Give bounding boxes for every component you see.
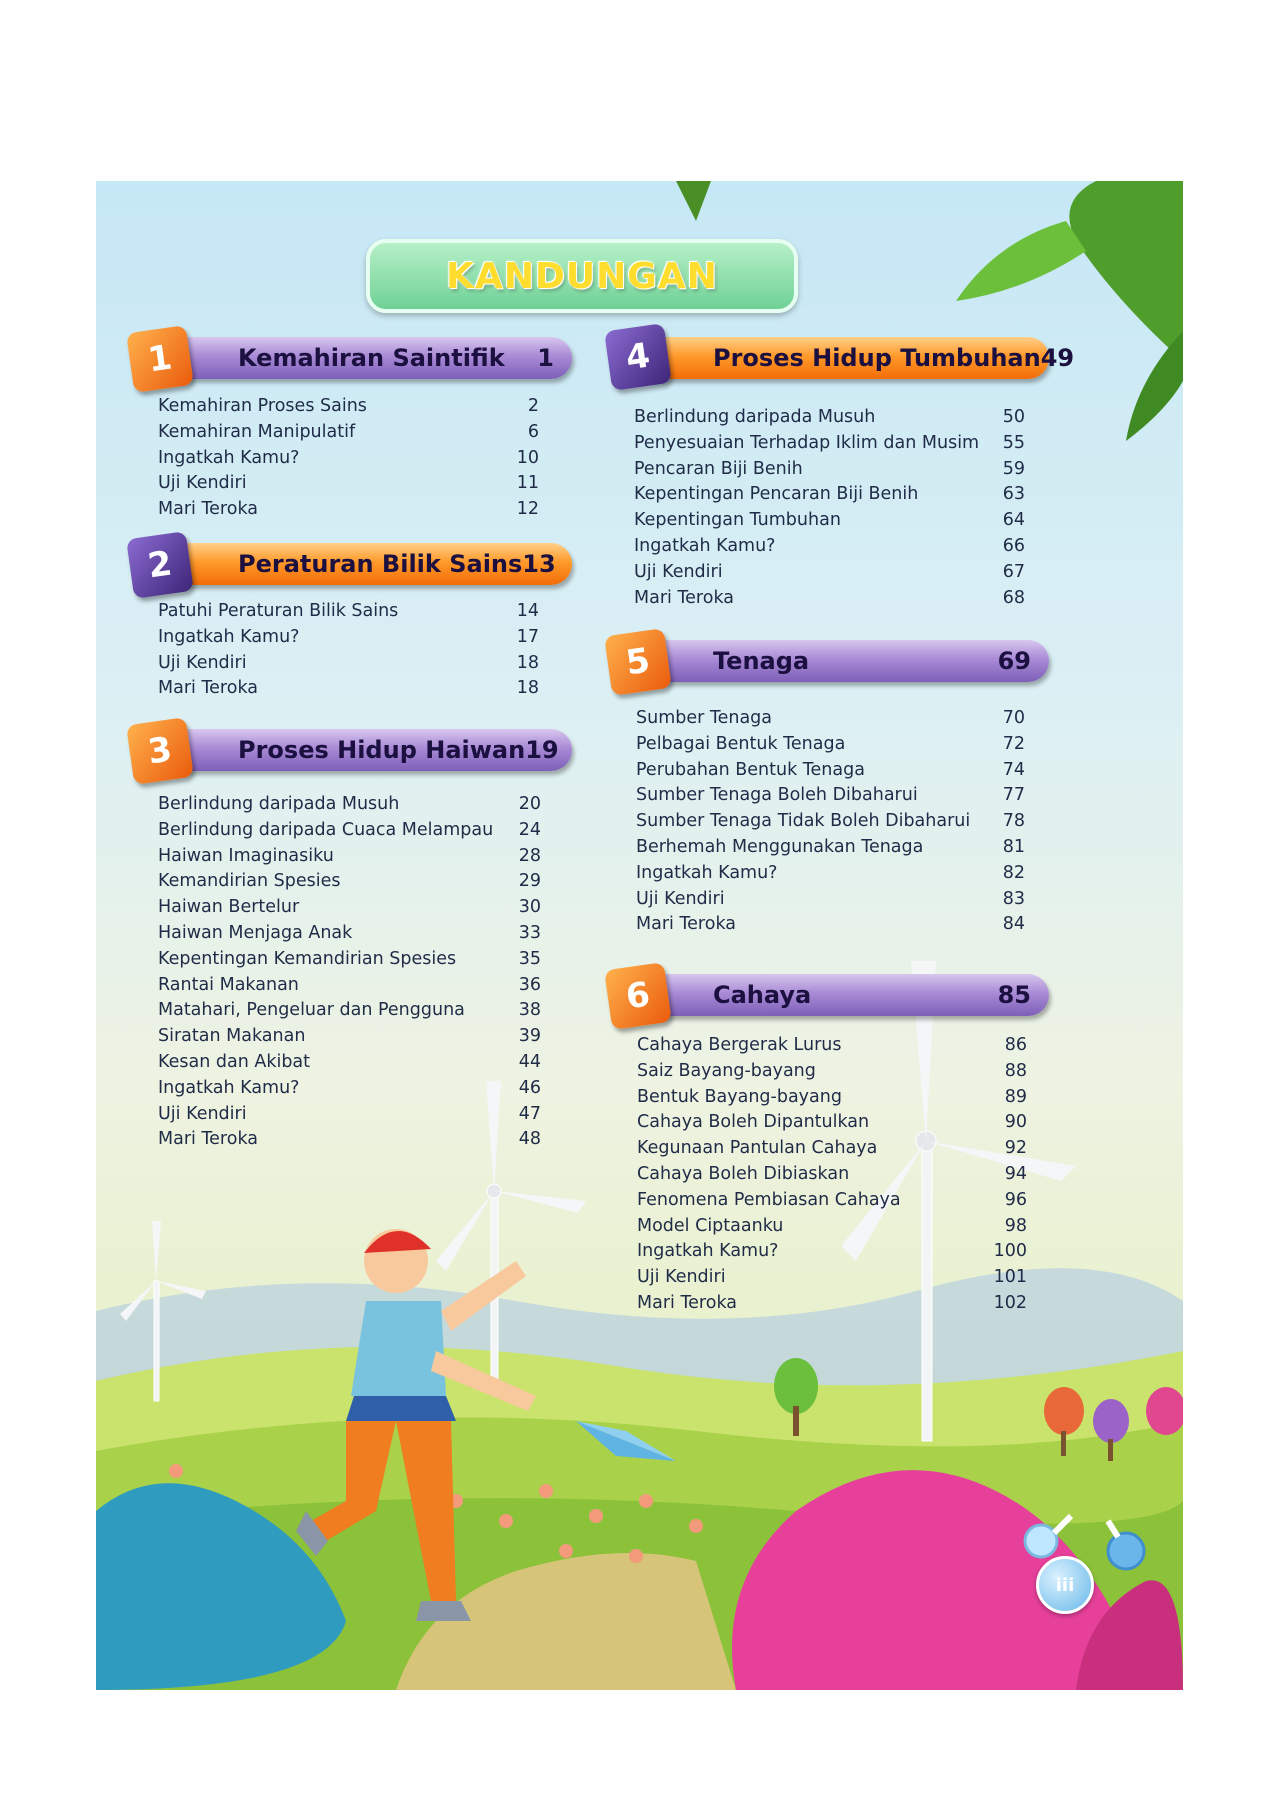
toc-entry bbox=[637, 1059, 1027, 1085]
toc-entry bbox=[636, 887, 1025, 913]
toc-entry-page: 77 bbox=[1002, 785, 1025, 806]
toc-entry bbox=[158, 651, 539, 677]
toc-entry-label: Sumber Tenaga Tidak Boleh Dibaharui bbox=[636, 811, 971, 832]
toc-entry-label: Kemahiran Proses Sains bbox=[158, 396, 367, 416]
toc-entry-page: 81 bbox=[1002, 836, 1025, 857]
toc-entry-label: Fenomena Pembiasan Cahaya bbox=[637, 1189, 901, 1210]
toc-entry bbox=[634, 586, 1025, 612]
toc-entry bbox=[634, 482, 1025, 508]
toc-entry bbox=[637, 1033, 1027, 1059]
title-banner bbox=[366, 239, 798, 313]
toc-entry-page: 72 bbox=[1002, 733, 1025, 754]
toc-entry-page: 59 bbox=[1002, 458, 1025, 479]
chapter-title: Cahaya bbox=[713, 981, 812, 1009]
toc-entry-page: 39 bbox=[518, 1026, 541, 1047]
toc-entry-label: Kesan dan Akibat bbox=[158, 1051, 311, 1072]
toc-entry-label: Cahaya Bergerak Lurus bbox=[637, 1035, 842, 1055]
chapter-number: 6 bbox=[623, 974, 653, 1018]
toc-entry bbox=[158, 818, 541, 844]
toc-entry-label: Uji Kendiri bbox=[158, 652, 247, 673]
toc-entry bbox=[158, 1050, 541, 1076]
toc-entry bbox=[636, 861, 1025, 887]
toc-entry-page: 29 bbox=[518, 871, 541, 892]
toc-entry-page: 6 bbox=[527, 421, 539, 442]
toc-entry-page: 100 bbox=[993, 1241, 1027, 1262]
chapter-entries bbox=[158, 394, 539, 523]
toc-entry-label: Bentuk Bayang-bayang bbox=[637, 1086, 842, 1107]
toc-entry bbox=[634, 405, 1025, 431]
toc-entry-page: 82 bbox=[1002, 862, 1025, 883]
toc-entry bbox=[637, 1291, 1027, 1317]
chapter-entries bbox=[634, 405, 1025, 611]
toc-entry-label: Kepentingan Kemandirian Spesies bbox=[158, 948, 457, 969]
toc-entry bbox=[158, 921, 541, 947]
toc-entry-page: 30 bbox=[518, 897, 541, 918]
toc-entry-label: Berlindung daripada Musuh bbox=[158, 794, 400, 814]
chapter-number: 2 bbox=[145, 543, 175, 587]
chapter-page: 1 bbox=[537, 344, 554, 372]
chapter-number-badge bbox=[126, 325, 194, 393]
page-number-badge bbox=[1036, 1556, 1094, 1614]
chapter-page: 19 bbox=[525, 736, 559, 764]
toc-entry-page: 74 bbox=[1002, 759, 1025, 780]
toc-entry bbox=[637, 1265, 1027, 1291]
toc-entry-page: 18 bbox=[516, 652, 539, 673]
toc-entry-label: Ingatkah Kamu? bbox=[158, 626, 300, 647]
toc-entry-label: Uji Kendiri bbox=[637, 1267, 726, 1288]
toc-entry-page: 33 bbox=[518, 922, 541, 943]
toc-entry-label: Patuhi Peraturan Bilik Sains bbox=[158, 601, 399, 621]
toc-entry-label: Ingatkah Kamu? bbox=[637, 1241, 779, 1262]
toc-entry-page: 35 bbox=[518, 948, 541, 969]
toc-entry bbox=[636, 783, 1025, 809]
toc-entry-label: Ingatkah Kamu? bbox=[158, 1077, 300, 1098]
toc-entry-page: 66 bbox=[1002, 535, 1025, 556]
chapter-header bbox=[631, 640, 1049, 682]
toc-entry-label: Kemandirian Spesies bbox=[158, 871, 341, 892]
chapter-page: 13 bbox=[522, 550, 556, 578]
toc-entry bbox=[634, 534, 1025, 560]
chapter-number: 4 bbox=[623, 335, 653, 379]
toc-entry-page: 78 bbox=[1002, 811, 1025, 832]
toc-entry-label: Kemahiran Manipulatif bbox=[158, 421, 356, 442]
toc-entry-label: Ingatkah Kamu? bbox=[636, 862, 778, 883]
toc-entry-page: 102 bbox=[993, 1292, 1027, 1313]
chapter-number: 3 bbox=[145, 729, 175, 773]
toc-entry-label: Uji Kendiri bbox=[158, 473, 247, 494]
toc-entry-page: 84 bbox=[1002, 914, 1025, 935]
toc-entry bbox=[158, 947, 541, 973]
toc-entry-label: Saiz Bayang-bayang bbox=[637, 1060, 816, 1081]
toc-entry-label: Berhemah Menggunakan Tenaga bbox=[636, 836, 924, 857]
chapter-number: 5 bbox=[623, 640, 653, 684]
toc-entry-page: 20 bbox=[518, 794, 541, 814]
toc-entry-label: Penyesuaian Terhadap Iklim dan Musim bbox=[634, 432, 980, 453]
toc-entry-page: 28 bbox=[518, 845, 541, 866]
toc-entry-page: 92 bbox=[1004, 1138, 1027, 1159]
toc-entry bbox=[634, 560, 1025, 586]
toc-entry bbox=[637, 1110, 1027, 1136]
toc-entry-label: Sumber Tenaga bbox=[636, 708, 773, 728]
toc-entry-label: Berlindung daripada Musuh bbox=[634, 407, 876, 427]
toc-entry-label: Mari Teroka bbox=[158, 499, 258, 520]
toc-entry-label: Mari Teroka bbox=[636, 914, 736, 935]
toc-entry-label: Siratan Makanan bbox=[158, 1026, 306, 1047]
toc-entry-label: Ingatkah Kamu? bbox=[634, 535, 776, 556]
toc-entry-label: Uji Kendiri bbox=[634, 561, 723, 582]
toc-entry-page: 67 bbox=[1002, 561, 1025, 582]
toc-entry-page: 14 bbox=[516, 601, 539, 621]
toc-entry bbox=[637, 1136, 1027, 1162]
toc-entry-label: Mari Teroka bbox=[637, 1292, 737, 1313]
toc-entry-label: Mari Teroka bbox=[158, 678, 258, 699]
toc-entry bbox=[158, 1076, 541, 1102]
toc-entry-label: Kegunaan Pantulan Cahaya bbox=[637, 1138, 878, 1159]
chapter-entries bbox=[637, 1033, 1027, 1317]
toc-entry bbox=[634, 431, 1025, 457]
toc-entry-label: Pencaran Biji Benih bbox=[634, 458, 803, 479]
toc-entry-label: Pelbagai Bentuk Tenaga bbox=[636, 733, 846, 754]
chapter-header bbox=[631, 337, 1075, 379]
toc-entry-page: 47 bbox=[518, 1103, 541, 1124]
toc-entry bbox=[158, 497, 539, 523]
toc-entry bbox=[158, 394, 539, 420]
toc-entry bbox=[637, 1214, 1027, 1240]
toc-entry-label: Haiwan Bertelur bbox=[158, 897, 300, 918]
chapter-header bbox=[156, 337, 572, 379]
toc-entry bbox=[158, 599, 539, 625]
chapter-header bbox=[156, 729, 572, 771]
toc-entry bbox=[158, 625, 539, 651]
chapter-page: 85 bbox=[997, 981, 1031, 1009]
chapter-entries bbox=[158, 599, 539, 702]
toc-entry bbox=[636, 706, 1025, 732]
toc-entry-page: 96 bbox=[1004, 1189, 1027, 1210]
chapter-entries bbox=[636, 706, 1025, 938]
page-title: KANDUNGAN bbox=[446, 255, 718, 297]
chapter-page: 49 bbox=[1040, 344, 1075, 372]
toc-entry bbox=[634, 457, 1025, 483]
chapter-number-badge bbox=[126, 531, 194, 599]
chapter-number-badge bbox=[604, 962, 672, 1030]
toc-entry-label: Kepentingan Tumbuhan bbox=[634, 510, 841, 531]
toc-entry-page: 38 bbox=[518, 1000, 541, 1021]
toc-entry-page: 46 bbox=[518, 1077, 541, 1098]
toc-entry bbox=[637, 1085, 1027, 1111]
toc-entry bbox=[637, 1188, 1027, 1214]
toc-entry-label: Model Ciptaanku bbox=[637, 1215, 784, 1236]
toc-entry-label: Berlindung daripada Cuaca Melampau bbox=[158, 819, 494, 840]
toc-entry-page: 48 bbox=[518, 1129, 541, 1150]
toc-entry-page: 63 bbox=[1002, 484, 1025, 505]
toc-entry bbox=[637, 1239, 1027, 1265]
toc-entry-label: Haiwan Menjaga Anak bbox=[158, 922, 353, 943]
toc-entry bbox=[158, 895, 541, 921]
toc-entry-label: Matahari, Pengeluar dan Pengguna bbox=[158, 1000, 465, 1021]
toc-entry-label: Cahaya Boleh Dibiaskan bbox=[637, 1163, 850, 1184]
chapter-title: Kemahiran Saintifik bbox=[238, 344, 505, 372]
toc-entry-page: 2 bbox=[527, 396, 539, 416]
toc-entry-page: 101 bbox=[993, 1267, 1027, 1288]
toc-entry-page: 18 bbox=[516, 678, 539, 699]
toc-entry bbox=[158, 1102, 541, 1128]
toc-entry-label: Mari Teroka bbox=[634, 587, 734, 608]
chapter-header bbox=[156, 543, 572, 585]
chapter-title: Proses Hidup Haiwan bbox=[238, 736, 526, 764]
toc-entry-label: Ingatkah Kamu? bbox=[158, 447, 300, 468]
toc-entry-page: 12 bbox=[516, 499, 539, 520]
toc-entry bbox=[158, 869, 541, 895]
toc-entry-page: 50 bbox=[1002, 407, 1025, 427]
toc-entry bbox=[636, 835, 1025, 861]
chapter-title: Proses Hidup Tumbuhan bbox=[713, 344, 1041, 372]
toc-entry-page: 11 bbox=[516, 473, 539, 494]
toc-entry-page: 90 bbox=[1004, 1112, 1027, 1133]
toc-entry bbox=[158, 792, 541, 818]
toc-entry bbox=[634, 508, 1025, 534]
contents-page bbox=[96, 181, 1183, 1690]
chapter-title: Peraturan Bilik Sains bbox=[238, 550, 523, 578]
toc-entry-page: 68 bbox=[1002, 587, 1025, 608]
toc-entry-label: Cahaya Boleh Dipantulkan bbox=[637, 1112, 870, 1133]
toc-entry bbox=[158, 1127, 541, 1153]
toc-entry bbox=[158, 676, 539, 702]
toc-entry-page: 94 bbox=[1004, 1163, 1027, 1184]
toc-entry-page: 55 bbox=[1002, 432, 1025, 453]
toc-entry bbox=[636, 732, 1025, 758]
toc-entry-page: 10 bbox=[516, 447, 539, 468]
chapter-header bbox=[631, 974, 1049, 1016]
toc-entry-page: 36 bbox=[518, 974, 541, 995]
toc-entry bbox=[158, 973, 541, 999]
toc-entry-page: 24 bbox=[518, 819, 541, 840]
toc-entry-page: 98 bbox=[1004, 1215, 1027, 1236]
toc-entry bbox=[158, 446, 539, 472]
toc-entry-page: 44 bbox=[518, 1051, 541, 1072]
chapter-number-badge bbox=[604, 323, 672, 391]
toc-entry-page: 17 bbox=[516, 626, 539, 647]
toc-entry bbox=[637, 1162, 1027, 1188]
chapter-entries bbox=[158, 792, 541, 1153]
chapter-page: 69 bbox=[997, 647, 1031, 675]
chapter-title: Tenaga bbox=[713, 647, 810, 675]
chapter-number-badge bbox=[126, 717, 194, 785]
toc-entry-page: 70 bbox=[1002, 708, 1025, 728]
toc-entry bbox=[636, 809, 1025, 835]
toc-entry-page: 86 bbox=[1004, 1035, 1027, 1055]
toc-entry bbox=[158, 471, 539, 497]
page-number: iii bbox=[1055, 1574, 1075, 1596]
toc-entry bbox=[158, 420, 539, 446]
toc-entry bbox=[158, 1024, 541, 1050]
toc-entry-label: Mari Teroka bbox=[158, 1129, 258, 1150]
toc-entry-page: 89 bbox=[1004, 1086, 1027, 1107]
toc-entry-label: Uji Kendiri bbox=[158, 1103, 247, 1124]
toc-entry bbox=[636, 912, 1025, 938]
chapter-number-badge bbox=[604, 628, 672, 696]
toc-entry bbox=[636, 758, 1025, 784]
toc-entry-page: 64 bbox=[1002, 510, 1025, 531]
toc-entry-label: Uji Kendiri bbox=[636, 888, 725, 909]
toc-entry bbox=[158, 844, 541, 870]
chapter-number: 1 bbox=[145, 337, 175, 381]
toc-entry bbox=[158, 998, 541, 1024]
toc-entry-label: Perubahan Bentuk Tenaga bbox=[636, 759, 865, 780]
toc-entry-label: Sumber Tenaga Boleh Dibaharui bbox=[636, 785, 918, 806]
toc-entry-page: 83 bbox=[1002, 888, 1025, 909]
toc-entry-label: Haiwan Imaginasiku bbox=[158, 845, 334, 866]
toc-entry-page: 88 bbox=[1004, 1060, 1027, 1081]
toc-entry-label: Rantai Makanan bbox=[158, 974, 299, 995]
toc-entry-label: Kepentingan Pencaran Biji Benih bbox=[634, 484, 919, 505]
